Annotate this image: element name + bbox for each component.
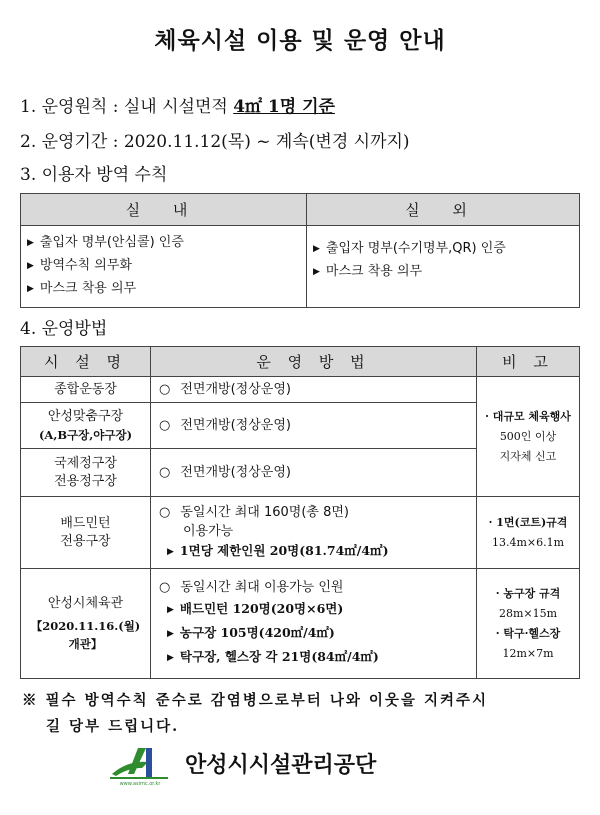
method-text: 전면개방(정상운영) [180, 465, 291, 480]
circle-mark: ○ [159, 465, 171, 480]
indoor-rule: ▶ 마스크 착용 의무 [27, 278, 300, 301]
item-operating-period: 2. 운영기간 : 2020.11.12(목) ~ 계속(변경 시까지) [20, 132, 410, 152]
notice-line: ※ 필수 방역수칙 준수로 감염병으로부터 나와 이웃을 지켜주시 [22, 692, 489, 709]
outdoor-rule: ▶ 출입자 명부(수기명부,QR) 인증 [313, 238, 573, 261]
table-row [21, 377, 580, 403]
item-operating-principle-highlight: 4㎡ 1명 기준 [233, 97, 335, 117]
note-gym-size [477, 569, 580, 679]
method-text: 동일시간 최대 이용가능 인원 [180, 580, 344, 595]
facility-name-line: 안성시체육관 [47, 595, 124, 611]
facility-name-sub: (A,B구장,야구장) [38, 427, 133, 442]
method-cell [151, 497, 477, 569]
facility-name [21, 497, 151, 569]
facility-name-line: 국제정구장 [54, 455, 117, 471]
facility-name-sub: 【2020.11.16.(월) [30, 618, 141, 633]
table-row [21, 497, 580, 569]
method-text: 전면개방(정상운영) [180, 382, 291, 397]
note-line: 13.4m×6.1m [491, 535, 565, 549]
header-facility: 시 설 명 [21, 347, 151, 377]
facility-name-sub: 개관】 [68, 636, 103, 651]
circle-mark: ○ [159, 418, 171, 433]
indoor-rule: ▶ 출입자 명부(안심콜) 인증 [27, 232, 300, 255]
method-detail: ▶ 1면당 제한인원 20명(81.74㎡/4㎡) [159, 541, 476, 563]
circle-mark: ○ [159, 382, 171, 397]
method-cell [151, 449, 477, 497]
note-line: 28m×15m [498, 606, 558, 620]
method-detail: ▶ 탁구장, 헬스장 각 21명(84㎡/4㎡) [159, 646, 476, 670]
note-large-events [477, 377, 580, 497]
header-method: 운 영 방 법 [151, 347, 477, 377]
facility-name-line: 전용정구장 [54, 473, 117, 489]
circle-mark: ○ [159, 580, 171, 595]
org-logo [108, 744, 172, 786]
facility-name [21, 569, 151, 679]
outdoor-rule: ▶ 마스크 착용 의무 [313, 261, 573, 284]
facility-name-line: 배드민턴 [60, 515, 111, 531]
note-line: 지자체 신고 [499, 449, 557, 463]
method-cell [151, 377, 477, 403]
facility-name [21, 403, 151, 449]
operation-method-table [20, 346, 580, 679]
note-line: · 1면(코트)규격 [488, 515, 568, 529]
header-outdoor: 실 외 [307, 194, 580, 226]
facility-name-line: 전용구장 [60, 533, 111, 549]
item-operating-principle-label: 1. 운영원칙 : 실내 시설면적 [20, 97, 234, 117]
method-text: 이용가능 [183, 523, 234, 539]
item-operation-method: 4. 운영방법 [20, 319, 108, 339]
note-line: · 농구장 규격 [495, 586, 561, 600]
quarantine-rules-table [20, 193, 580, 308]
item-operating-principle [20, 92, 335, 117]
item-quarantine-rules: 3. 이용자 방역 수칙 [20, 165, 168, 185]
notice-text [22, 688, 582, 740]
note-line: · 대규모 체육행사 [485, 409, 571, 423]
page-title: 체육시설 이용 및 운영 안내 [154, 28, 446, 54]
org-name: 안성시시설관리공단 [185, 753, 377, 778]
facility-name [21, 449, 151, 497]
note-court-size [477, 497, 580, 569]
notice-line: 길 당부 드립니다. [46, 718, 180, 735]
note-line: 12m×7m [502, 646, 554, 660]
indoor-rules [21, 226, 307, 308]
circle-mark: ○ [159, 504, 171, 520]
facility-name-line: 안성맞춤구장 [47, 408, 124, 424]
method-cell [151, 403, 477, 449]
indoor-rule: ▶ 방역수칙 의무화 [27, 255, 300, 278]
note-line: · 탁구·헬스장 [495, 626, 561, 640]
method-detail: ▶ 농구장 105명(420㎡/4㎡) [159, 622, 476, 646]
method-cell [151, 569, 477, 679]
method-text: 동일시간 최대 160명(총 8면) [180, 504, 349, 520]
header-note: 비 고 [477, 347, 580, 377]
facility-name: 종합운동장 [21, 377, 151, 403]
header-indoor: 실 내 [21, 194, 307, 226]
method-text: 전면개방(정상운영) [180, 418, 291, 433]
method-detail: ▶ 배드민턴 120명(20명×6면) [159, 598, 476, 622]
outdoor-rules [307, 226, 580, 308]
table-row [21, 569, 580, 679]
logo-url-text: www.asimc.or.kr [119, 781, 161, 786]
note-line: 500인 이상 [499, 429, 557, 443]
